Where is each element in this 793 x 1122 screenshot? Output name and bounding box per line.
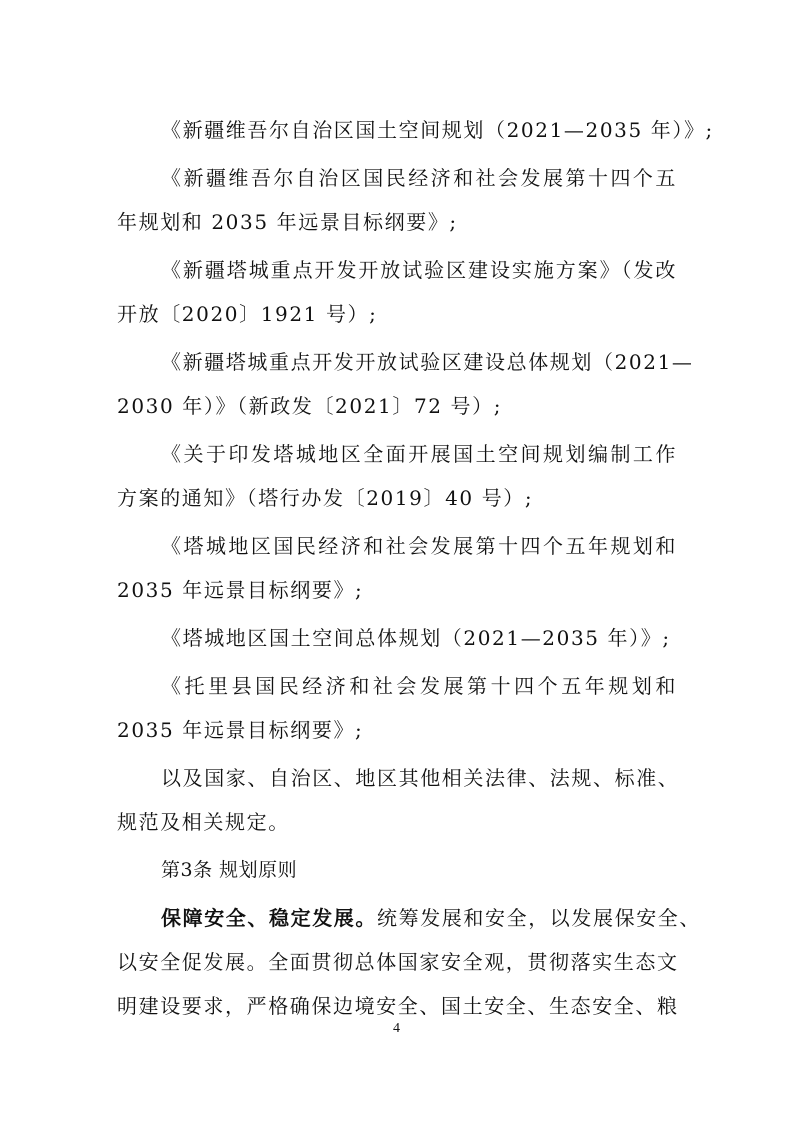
page-number: 4	[393, 1021, 400, 1036]
paragraph-5-line-2: 方案的通知》（塔行办发〔2019〕40 号）;	[117, 486, 534, 510]
paragraph-1-line-1: 《新疆维吾尔自治区国土空间规划（2021—2035 年）》;	[161, 118, 714, 142]
paragraph-2-line-2: 年规划和 2035 年远景目标纲要》;	[117, 210, 458, 234]
principle-line-3: 明建设要求，严格确保边境安全、国土安全、生态安全、粮	[117, 994, 679, 1018]
paragraph-8-line-1: 《托里县国民经济和社会发展第十四个五年规划和	[161, 674, 677, 698]
paragraph-6-line-1: 《塔城地区国民经济和社会发展第十四个五年规划和	[161, 534, 677, 558]
principle-line-2: 以安全促发展。全面贯彻总体国家安全观，贯彻落实生态文	[117, 950, 679, 974]
principle-bold-lead: 保障安全、稳定发展。	[161, 906, 377, 930]
paragraph-3-line-2: 开放〔2020〕1921 号）;	[117, 302, 378, 326]
principle-line-1-rest: 统筹发展和安全，以发展保安全、	[377, 906, 701, 930]
paragraph-6-line-2: 2035 年远景目标纲要》;	[117, 578, 364, 602]
paragraph-5-line-1: 《关于印发塔城地区全面开展国土空间规划编制工作	[161, 442, 677, 466]
section-heading: 第3条 规划原则	[161, 859, 298, 881]
paragraph-9-line-1: 以及国家、自治区、地区其他相关法律、法规、标准、	[161, 766, 680, 790]
paragraph-4-line-1: 《新疆塔城重点开发开放试验区建设总体规划（2021—	[161, 350, 694, 374]
paragraph-8-line-2: 2035 年远景目标纲要》;	[117, 718, 364, 742]
paragraph-2-line-1: 《新疆维吾尔自治区国民经济和社会发展第十四个五	[161, 166, 677, 190]
paragraph-9-line-2: 规范及相关规定。	[117, 810, 290, 834]
paragraph-4-line-2: 2030 年）》（新政发〔2021〕72 号）;	[117, 394, 503, 418]
paragraph-7-line-1: 《塔城地区国土空间总体规划（2021—2035 年）》;	[161, 626, 671, 650]
principle-line-1	[161, 905, 701, 931]
paragraph-3-line-1: 《新疆塔城重点开发开放试验区建设实施方案》（发改	[161, 258, 677, 282]
